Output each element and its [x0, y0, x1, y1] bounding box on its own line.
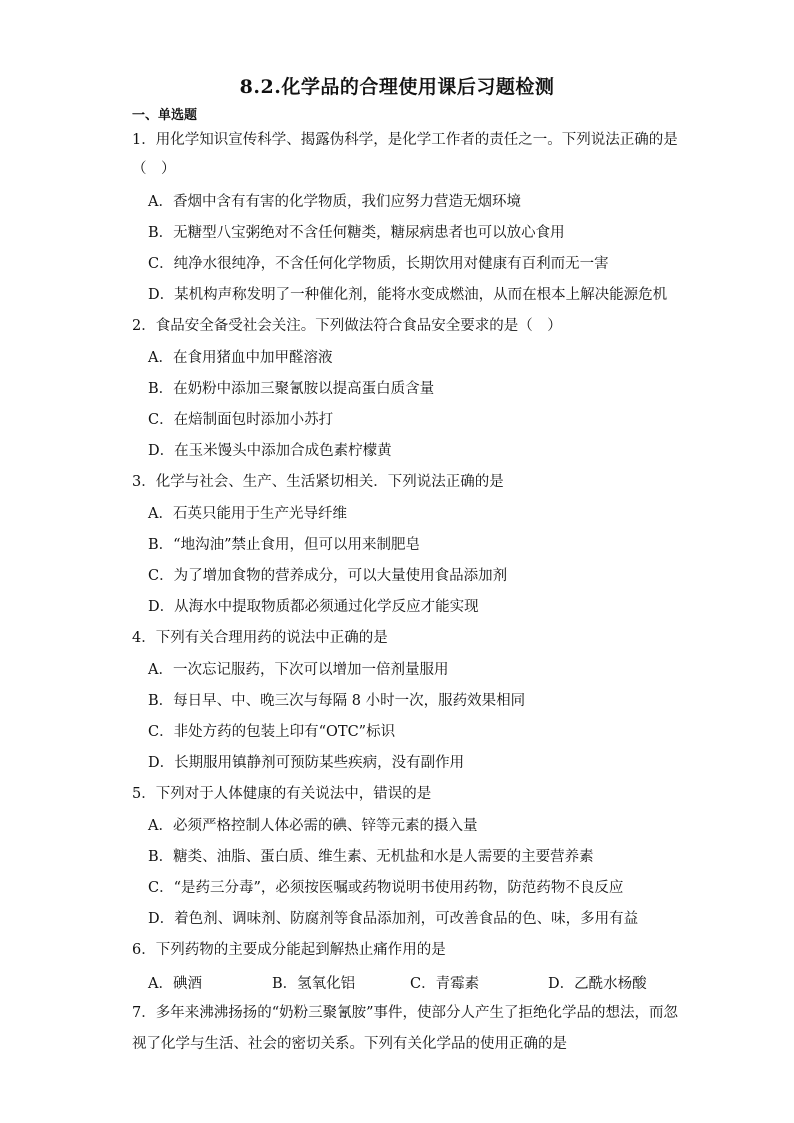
question-1-option-d: D．某机构声称发明了一种催化剂，能将水变成燃油，从而在根本上解决能源危机 — [148, 287, 668, 303]
question-5-option-d: D．着色剂、调味剂、防腐剂等食品添加剂，可改善食品的色、味，多用有益 — [148, 911, 639, 927]
question-4-stem: 4．下列有关合理用药的说法中正确的是 — [132, 630, 388, 646]
question-6-option-c: C．青霉素 — [410, 976, 480, 992]
question-3-option-b: B．“地沟油”禁止食用，但可以用来制肥皂 — [148, 537, 420, 553]
question-2-option-a: A．在食用猪血中加甲醛溶液 — [148, 350, 333, 366]
question-5-option-b: B．糖类、油脂、蛋白质、维生素、无机盐和水是人需要的主要营养素 — [148, 849, 594, 865]
question-6-stem: 6．下列药物的主要成分能起到解热止痛作用的是 — [132, 942, 446, 958]
question-3-stem: 3．化学与社会、生产、生活紧切相关．下列说法正确的是 — [132, 474, 504, 490]
question-3-option-a: A．石英只能用于生产光导纤维 — [148, 506, 347, 522]
question-5-option-a: A．必须严格控制人体必需的碘、锌等元素的摄入量 — [148, 818, 478, 834]
question-7-stem: 7．多年来沸沸扬扬的“奶粉三聚氰胺”事件，使部分人产生了拒绝化学品的想法，而忽 — [132, 1005, 679, 1021]
question-7-stem-cont: 视了化学与生活、社会的密切关系。下列有关化学品的使用正确的是 — [132, 1036, 567, 1052]
question-4-option-b: B．每日早、中、晚三次与每隔 8 小时一次，服药效果相同 — [148, 693, 526, 709]
question-3-option-d: D．从海水中提取物质都必须通过化学反应才能实现 — [148, 599, 479, 615]
question-1-stem-cont: （ ） — [132, 161, 176, 177]
section-heading: 一、单选题 — [132, 108, 198, 123]
question-1-option-a: A．香烟中含有有害的化学物质，我们应努力营造无烟环境 — [148, 194, 521, 210]
question-4-option-c: C．非处方药的包装上印有“OTC”标识 — [148, 724, 396, 740]
question-5-stem: 5．下列对于人体健康的有关说法中，错误的是 — [132, 786, 432, 802]
question-2-option-c: C．在焙制面包时添加小苏打 — [148, 412, 334, 428]
question-2-stem: 2．食品安全备受社会关注。下列做法符合食品安全要求的是（ ） — [132, 318, 562, 334]
question-2-option-d: D．在玉米馒头中添加合成色素柠檬黄 — [148, 443, 392, 459]
question-4-option-d: D．长期服用镇静剂可预防某些疾病，没有副作用 — [148, 755, 465, 771]
question-1-option-c: C．纯净水很纯净，不含任何化学物质，长期饮用对健康有百利而无一害 — [148, 256, 609, 272]
question-1-option-b: B．无糖型八宝粥绝对不含任何糖类，糖尿病患者也可以放心食用 — [148, 225, 565, 241]
question-6-option-d: D．乙酰水杨酸 — [548, 976, 647, 992]
question-2-option-b: B．在奶粉中添加三聚氰胺以提高蛋白质含量 — [148, 381, 435, 397]
question-1-stem: 1．用化学知识宣传科学、揭露伪科学，是化学工作者的责任之一。下列说法正确的是 — [132, 132, 678, 148]
question-6-option-b: B．氢氧化铝 — [272, 976, 356, 992]
question-3-option-c: C．为了增加食物的营养成分，可以大量使用食品添加剂 — [148, 568, 508, 584]
question-4-option-a: A．一次忘记服药，下次可以增加一倍剂量服用 — [148, 662, 449, 678]
question-6-option-a: A．碘酒 — [148, 976, 202, 992]
question-5-option-c: C．“是药三分毒”，必须按医嘱或药物说明书使用药物，防范药物不良反应 — [148, 880, 624, 896]
page-title: 8.2.化学品的合理使用课后习题检测 — [239, 76, 555, 98]
question-6-options — [148, 972, 668, 990]
